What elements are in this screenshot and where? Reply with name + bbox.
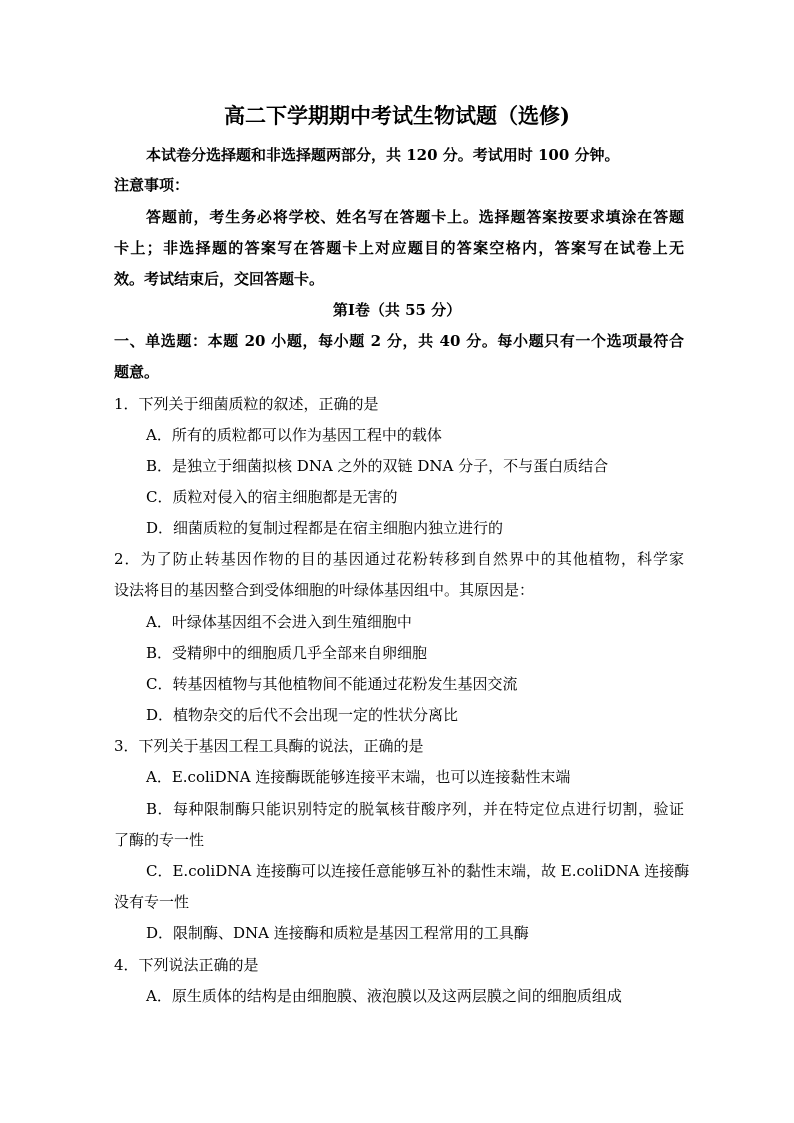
question-option: D．植物杂交的后代不会出现一定的性状分离比 (146, 706, 459, 724)
question-option: A．原生质体的结构是由细胞膜、液泡膜以及这两层膜之间的细胞质组成 (146, 987, 622, 1005)
question-option: A．E.coliDNA 连接酶既能够连接平末端，也可以连接黏性末端 (146, 768, 571, 786)
question-option: B．受精卵中的细胞质几乎全部来自卵细胞 (146, 644, 428, 662)
section-heading: 题意。 (114, 363, 160, 381)
exam-intro: 本试卷分选择题和非选择题两部分，共 120 分。考试用时 100 分钟。 (146, 146, 620, 164)
question-option: A．叶绿体基因组不会进入到生殖细胞中 (146, 613, 412, 631)
question-option: C．质粒对侵入的宿主细胞都是无害的 (146, 488, 398, 506)
question-stem: 设法将目的基因整合到受体细胞的叶绿体基因组中。其原因是： (114, 581, 535, 599)
notice-line: 效。考试结束后，交回答题卡。 (114, 270, 325, 288)
notice-line: 答题前，考生务必将学校、姓名写在答题卡上。选择题答案按要求填涂在答题 (146, 208, 684, 226)
question-stem: 3．下列关于基因工程工具酶的说法，正确的是 (114, 737, 424, 755)
exam-title: 高二下学期期中考试生物试题（选修) (224, 103, 570, 128)
question-option-continued: 没有专一性 (114, 893, 190, 911)
notice-line: 卡上；非选择题的答案写在答题卡上对应题目的答案空格内，答案写在试卷上无 (114, 239, 684, 257)
notice-heading: 注意事项： (114, 176, 190, 194)
question-option: C．E.coliDNA 连接酶可以连接任意能够互补的黏性末端，故 E.coliDNA 连接酶 (146, 862, 690, 880)
section-heading: 一、单选题：本题 20 小题，每小题 2 分，共 40 分。每小题只有一个选项最符合 (114, 332, 684, 350)
question-stem: 4．下列说法正确的是 (114, 956, 259, 974)
question-option-continued: 了酶的专一性 (114, 831, 205, 849)
question-option: A．所有的质粒都可以作为基因工程中的载体 (146, 426, 442, 444)
question-option: C．转基因植物与其他植物间不能通过花粉发生基因交流 (146, 675, 518, 693)
question-option: B．每种限制酶只能识别特定的脱氧核苷酸序列，并在特定位点进行切割，验证 (146, 800, 684, 818)
question-stem: 1．下列关于细菌质粒的叙述，正确的是 (114, 395, 379, 413)
question-option: D．细菌质粒的复制过程都是在宿主细胞内独立进行的 (146, 519, 504, 537)
part-title: 第Ⅰ卷（共 55 分） (332, 301, 462, 319)
question-option: D．限制酶、DNA 连接酶和质粒是基因工程常用的工具酶 (146, 924, 529, 942)
question-stem: 2．为了防止转基因作物的目的基因通过花粉转移到自然界中的其他植物，科学家 (114, 550, 684, 568)
question-option: B．是独立于细菌拟核 DNA 之外的双链 DNA 分子，不与蛋白质结合 (146, 457, 609, 475)
